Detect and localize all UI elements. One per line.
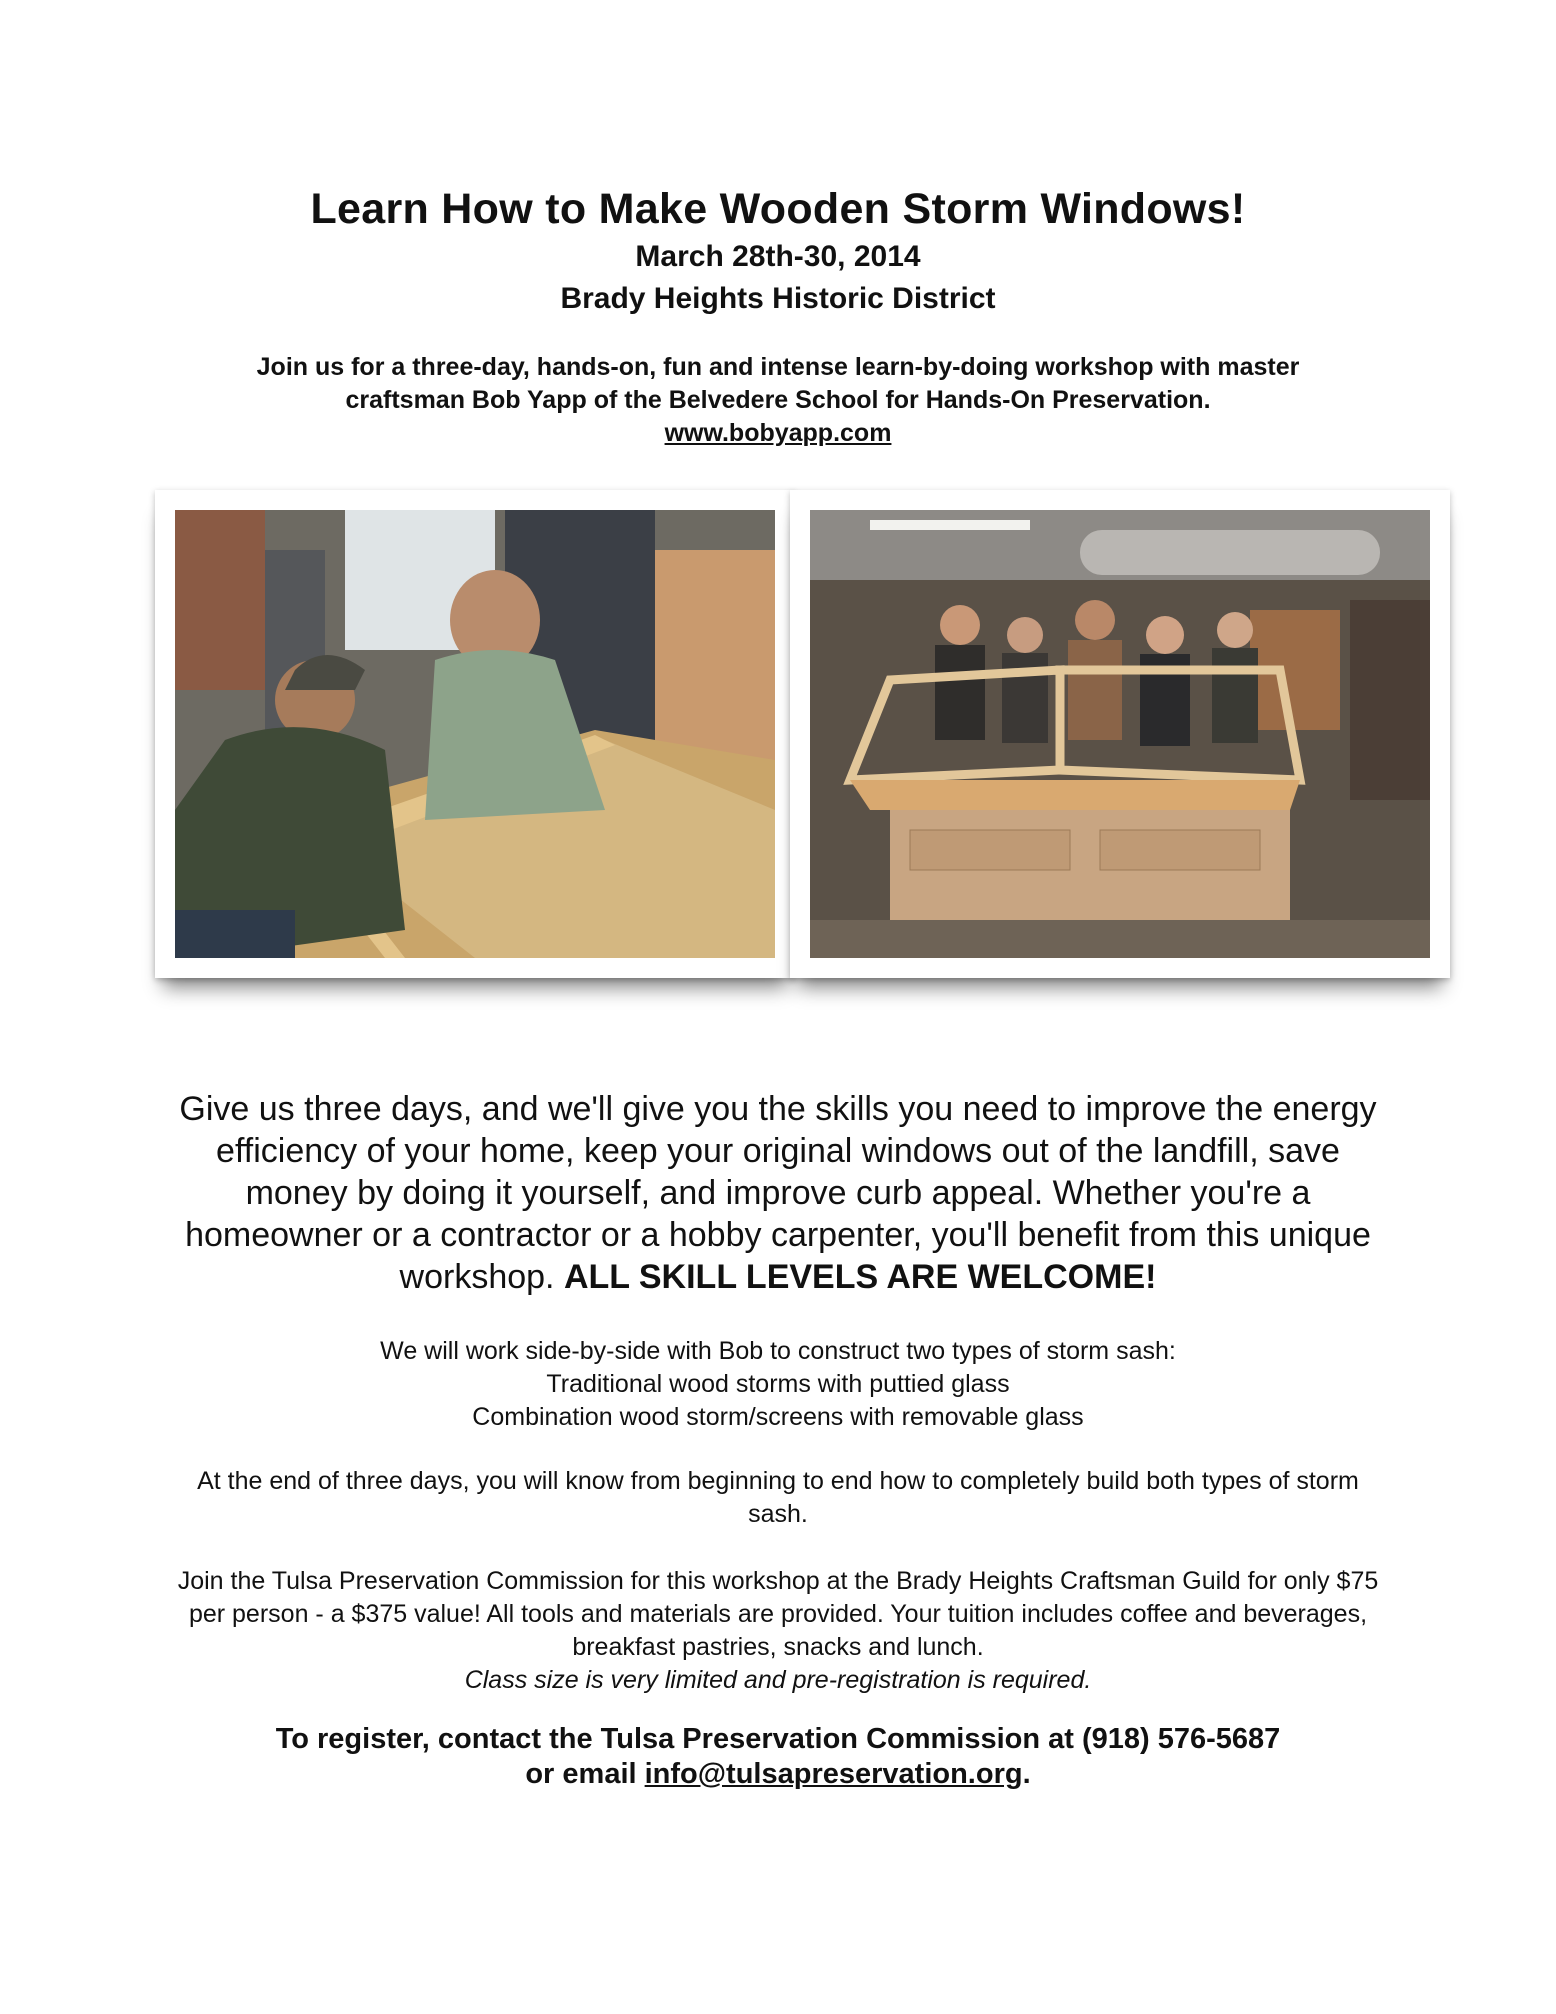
end-note-paragraph: At the end of three days, you will know from beginning to end how to completely build both types of storm sash. — [197, 1467, 1359, 1528]
register-email-prefix: or email — [525, 1758, 645, 1790]
register-phone-line: To register, contact the Tulsa Preservation Commission at (918) 576-5687 — [275, 1723, 1281, 1755]
intro-paragraph — [0, 351, 1556, 450]
register-email-line — [0, 1757, 1556, 1792]
register-section — [0, 1722, 1556, 1792]
sash-intro-text: We will work side-by-side with Bob to construct two types of storm sash: — [380, 1337, 1176, 1365]
event-date: March 28th-30, 2014 — [635, 240, 921, 273]
event-location: Brady Heights Historic District — [560, 282, 996, 315]
workshop-fitting-image — [175, 510, 775, 958]
register-email-suffix: . — [1022, 1758, 1031, 1790]
join-text: Join the Tulsa Preservation Commission for this workshop at the Brady Heights Craftsman Guild for only $75 per person - a $375 value! All tools and materials are provided. Your tuition includes coffee and beverages, breakfast pastries, snacks and lunch. — [177, 1567, 1379, 1661]
flyer-title: Learn How to Make Wooden Storm Windows! — [310, 185, 1246, 233]
class-size-note: Class size is very limited and pre-registration is required. — [464, 1666, 1092, 1694]
email-link[interactable]: info@tulsapreservation.org — [644, 1758, 1023, 1790]
sash-type-item: Combination wood storm/screens with removable glass — [472, 1403, 1084, 1431]
pitch-emphasis: ALL SKILL LEVELS ARE WELCOME! — [563, 1258, 1157, 1296]
photo-workshop-group — [790, 490, 1450, 978]
workshop-group-image — [810, 510, 1430, 958]
sash-type-item: Traditional wood storms with puttied glass — [546, 1370, 1010, 1398]
sash-types-section — [0, 1335, 1556, 1434]
intro-line-2: craftsman Bob Yapp of the Belvedere School for Hands-On Preservation. — [345, 386, 1211, 414]
pitch-text: Give us three days, and we'll give you the skills you need to improve the energy efficiency of your home, keep your original windows out of the landfill, save money by doing it yourself, and improve curb appeal. Whether you're a homeowner or a contractor or a hobby carpenter, you'll benefit from this unique workshop. — [179, 1090, 1377, 1296]
website-link[interactable]: www.bobyapp.com — [664, 419, 892, 447]
photo-workshop-fitting — [155, 490, 795, 978]
join-paragraph — [0, 1565, 1556, 1697]
pitch-paragraph — [0, 1088, 1556, 1298]
intro-line-1: Join us for a three-day, hands-on, fun and intense learn-by-doing workshop with master — [256, 353, 1300, 381]
